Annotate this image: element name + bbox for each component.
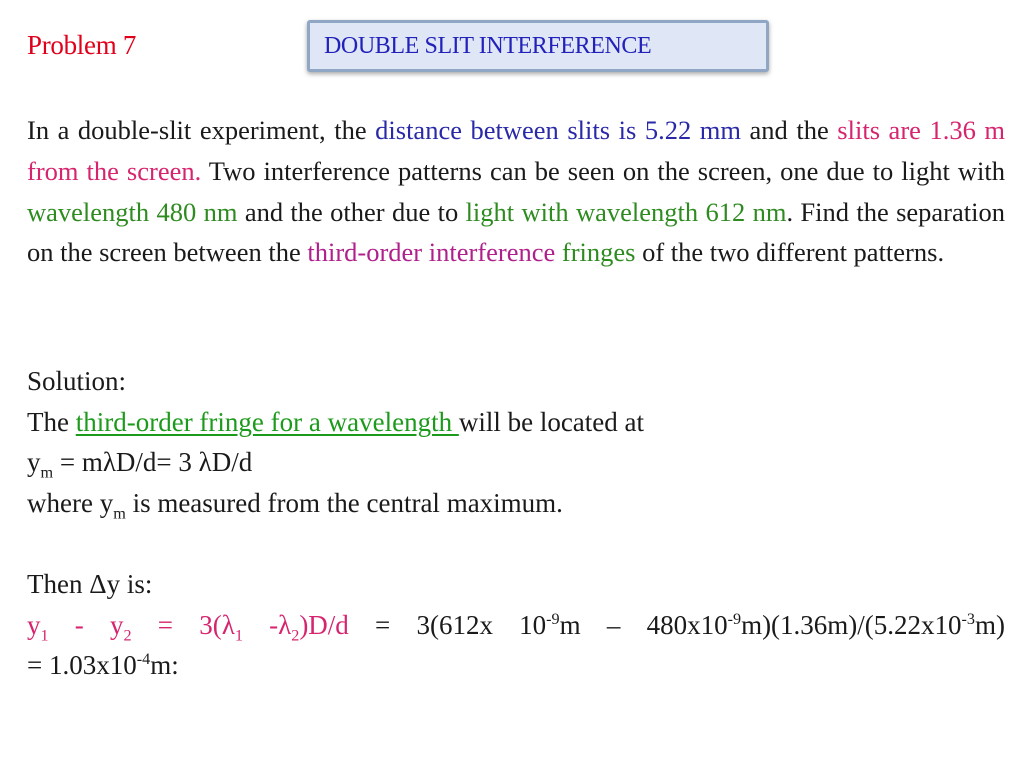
problem-text-2: and the (741, 115, 838, 145)
eq2-rest-c: m)(1.36m)/(5.22x10 (741, 609, 962, 640)
eq2-exp3: -3 (961, 609, 976, 628)
problem-text-3: Two interference patterns can be seen on the screen, one due to light with (201, 155, 1006, 186)
equation-delta-y (27, 605, 1005, 646)
wavelength-480-text: wavelength 480 nm (27, 196, 238, 227)
solution-the: The (27, 406, 76, 437)
eq2-y2-sub: 2 (123, 625, 132, 644)
eq2-y1-sub: 1 (40, 625, 49, 644)
result-exp: -4 (136, 650, 151, 669)
fringes-text: fringes (561, 237, 636, 268)
problem-text-4: and the other due to (237, 196, 466, 227)
eq2-exp1: -9 (546, 609, 560, 628)
screen-distance-text: slits are 1.36 m from the screen. (27, 115, 1005, 186)
solution-heading: Solution: (27, 366, 127, 396)
eq2-exp2: -9 (727, 609, 742, 628)
problem-statement (27, 110, 1005, 273)
eq2-rest-b: m – 480x10 (559, 609, 728, 640)
result-a: = 1.03x10 (27, 650, 137, 681)
problem-space (555, 237, 562, 267)
eq1-rest: = mλD/d= 3 λD/d (53, 447, 253, 478)
result-b: m: (150, 650, 179, 681)
eq2-l2-sub: 2 (291, 625, 300, 644)
equation-ym (27, 442, 1005, 483)
result-line (27, 645, 1005, 686)
eq2-rest-a: = 3(612x 10 (375, 609, 547, 640)
where-a: where y (27, 487, 114, 518)
where-b: is measured from the central maximum. (125, 487, 563, 518)
third-order-text: third-order interference (307, 237, 556, 268)
eq2-mid3: )D/d (299, 609, 349, 640)
eq2-l1-sub: 1 (234, 625, 243, 644)
slide-title: DOUBLE SLIT INTERFERENCE (324, 33, 652, 59)
problem-text-5: . Find the separation on the screen between the (27, 196, 1005, 268)
solution-line-fringe (27, 402, 1005, 443)
eq2-left (27, 609, 349, 644)
where-sub: m (113, 504, 126, 523)
then-line: Then Δy is: (27, 568, 153, 599)
eq1-sub: m (40, 463, 54, 482)
eq2-y1: y (27, 609, 41, 640)
eq1-y: y (27, 447, 41, 478)
solution-located: will be located at (458, 406, 645, 437)
blank-line (27, 523, 1005, 564)
solution-section (27, 361, 1005, 686)
wavelength-612-text: light with wavelength 612 nm (465, 196, 787, 227)
where-line (27, 483, 1005, 524)
title-box (307, 20, 769, 72)
problem-text-6: of the two different patterns. (635, 237, 945, 268)
problem-text-1: In a double-slit experiment, the (27, 115, 376, 145)
eq2-mid: = 3(λ (131, 609, 235, 640)
problem-label: Problem 7 (27, 30, 137, 60)
third-order-fringe-link[interactable]: third-order fringe for a wavelength (75, 406, 459, 437)
eq2-rest-d: m) (975, 609, 1006, 640)
eq2-mid2: -λ (242, 609, 292, 640)
eq2-minus: - y (48, 609, 124, 640)
slit-distance-text: distance between slits is 5.22 mm (375, 115, 741, 145)
